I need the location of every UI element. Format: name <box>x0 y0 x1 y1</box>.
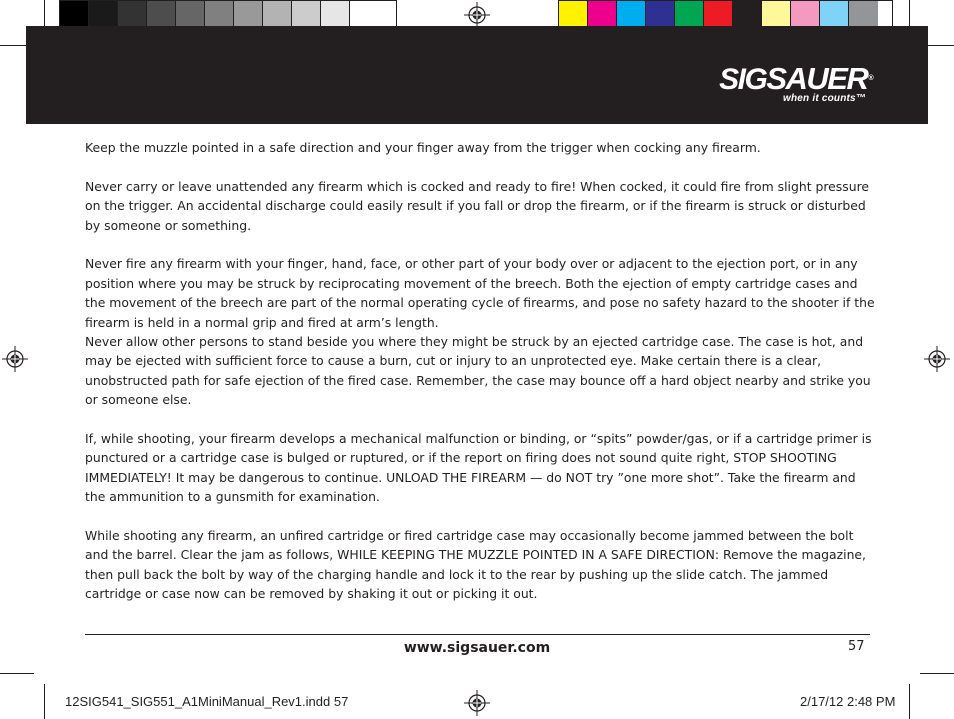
paragraph: Never allow other persons to stand beside you where they might be struck by an ejected cartridge case. The case is hot, and may be ejected with sufficient force to cause a burn, cut or injury to an unprotected eye. Make certain there is a clear, unobstructed path for safe ejection of the fired case. Remember, the case may bounce off a hard object nearby and strike you or someone else. <box>85 334 871 408</box>
safety-text <box>85 138 875 623</box>
page-number: 57 <box>848 639 865 654</box>
crop-mark <box>928 45 954 46</box>
paragraph: Never carry or leave unattended any firearm which is cocked and ready to fire! When cocked, it could fire from slight pressure on the trigger. An accidental discharge could easily result if you fall or drop the firearm, or if the firearm is struck or disturbed by someone or something. <box>85 178 870 233</box>
logo-sauer: SAUER <box>766 61 868 96</box>
header-band <box>26 26 928 124</box>
paragraph: If, while shooting, your firearm develops a mechanical malfunction or binding, or “spits” powder/gas, or if a cartridge primer is punctured or a cartridge case is bulged or ruptured, or if the report on firing does not sound quite right, STOP SHOOTING IMMEDIATELY! It may be dangerous to continue. UNLOAD THE FIREARM — do NOT try ”one more shot”. Take the firearm and the ammunition to a gunsmith for examination. <box>85 431 872 505</box>
registration-mark-icon <box>464 2 490 28</box>
paragraph: While shooting any firearm, an unfired cartridge or fired cartridge case may occasionally become jammed between the bolt and the barrel. Clear the jam as follows, WHILE KEEPING THE MUZZLE POINTED IN A SAFE DIRECTION: Remove the magazine, then pull back the bolt by way of the charging handle and lock it to the rear by pushing up the slide catch. The jammed cartridge or case now can be removed by shaking it out or picking it out. <box>85 528 866 602</box>
logo-tagline: when it counts™ <box>783 93 866 104</box>
registration-mark-icon <box>464 690 490 716</box>
slug-file-info: 12SIG541_SIG551_A1MiniManual_Rev1.indd 57 <box>65 694 349 709</box>
crop-mark <box>909 0 910 26</box>
paragraph: Never fire any firearm with your finger, hand, face, or other part of your body over or adjacent to the ejection port, or in any position where you may be struck by reciprocating movement of the breech. Both the ejection of empty cartridge cases and the movement of the breech are part of the normal operating cycle of firearms, and pose no safety hazard to the shooter if the firearm is held in a normal grip and fired at arm’s length. <box>85 256 875 330</box>
registration-mark-icon <box>924 346 950 372</box>
crop-mark <box>920 673 954 674</box>
crop-mark <box>0 673 34 674</box>
footer-rule <box>85 634 870 635</box>
paragraph: Keep the muzzle pointed in a safe direction and your finger away from the trigger when cocking any firearm. <box>85 140 761 155</box>
footer-url[interactable]: www.sigsauer.com <box>403 640 551 656</box>
slug-date-time: 2/17/12 2:48 PM <box>800 694 896 709</box>
logo-wordmark <box>719 61 872 96</box>
registration-mark-icon <box>2 346 28 372</box>
sig-sauer-logo <box>719 61 872 104</box>
crop-mark <box>909 684 910 719</box>
crop-mark <box>0 45 26 46</box>
logo-registered: ® <box>868 75 872 82</box>
crop-mark <box>44 0 45 26</box>
crop-mark <box>44 684 45 719</box>
logo-sig: SIG <box>719 63 767 96</box>
